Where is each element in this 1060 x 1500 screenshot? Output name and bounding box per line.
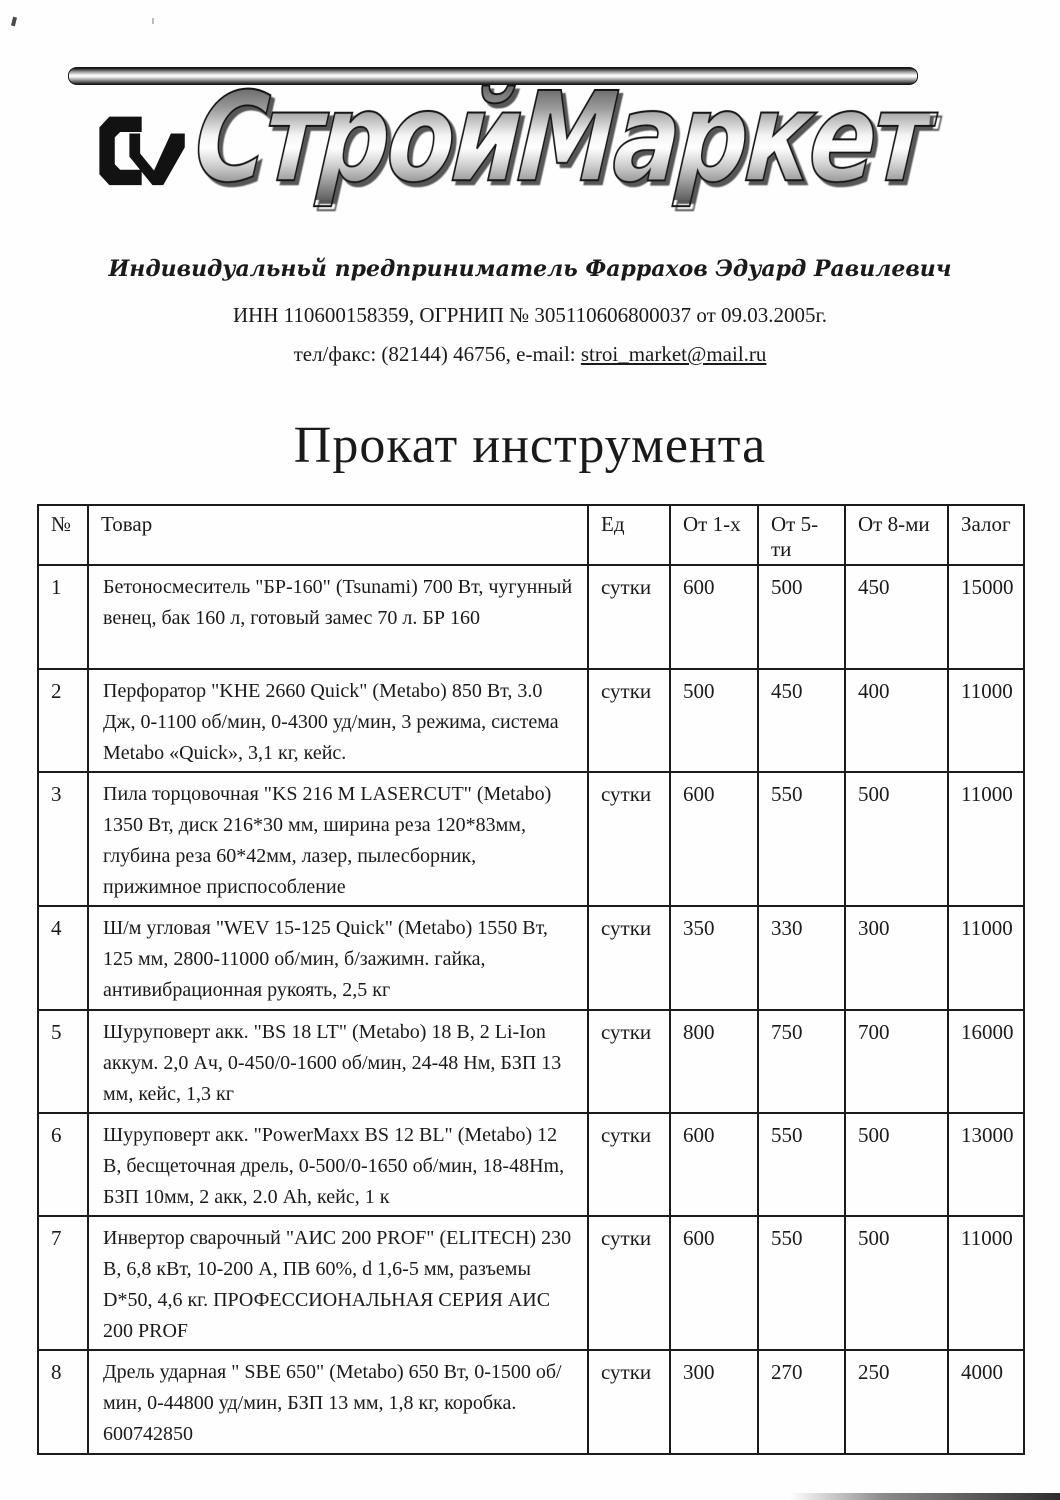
row-number: 2 [38,669,88,772]
inn-ogrnip-line: ИНН 110600158359, ОГРНИП № 305110606800037 от 09.03.2005г. [232,303,828,327]
table-row [38,1350,1024,1454]
column-header-item: Товар [88,505,588,565]
unit-cell: сутки [588,906,670,1010]
table-row [38,1113,1024,1216]
item-description: Дрель ударная " SBE 650" (Metabo) 650 Вт, 0-1500 об/мин, 0-44800 уд/мин, БЗП 13 мм, 1,8 кг, коробка. 600742850 [88,1350,588,1454]
brand-logo [190,66,960,216]
price-from8-cell: 500 [845,772,948,906]
sm-monogram-icon [94,112,194,192]
contact-line [0,342,1060,367]
price-from8-cell: 700 [845,1010,948,1113]
table-row [38,772,1024,906]
row-number: 4 [38,906,88,1010]
price-from5-cell: 330 [758,906,845,1010]
item-description: Перфоратор "KHE 2660 Quick" (Metabo) 850 Вт, 3.0 Дж, 0-1100 об/мин, 0-4300 уд/мин, 3 режима, система Metabo «Quick», 3,1 кг, кейс. [88,669,588,772]
item-description: Шуруповерт акк. "BS 18 LT" (Metabo) 18 В, 2 Li-Ion аккум. 2,0 Ач, 0-450/0-1600 об/мин, 24-48 Нм, БЗП 13 мм, кейс, 1,3 кг [88,1010,588,1113]
item-description: Бетоносмеситель "БР-160" (Tsunami) 700 Вт, чугунный венец, бак 160 л, готовый замес 70 л. БР 160 [88,565,588,669]
item-description: Инвертор сварочный "АИС 200 PROF" (ELITECH) 230 В, 6,8 кВт, 10-200 А, ПВ 60%, d 1,6-5 мм, разъемы D*50, 4,6 кг. ПРОФЕССИОНАЛЬНАЯ СЕРИЯ АИС 200 PROF [88,1216,588,1350]
price-from8-cell: 400 [845,669,948,772]
table-header-row [38,505,1024,565]
price-from1-cell: 600 [670,1113,758,1216]
row-number: 3 [38,772,88,906]
price-from5-cell: 750 [758,1010,845,1113]
deposit-cell: 11000 [948,1216,1024,1350]
price-from1-cell: 500 [670,669,758,772]
unit-cell: сутки [588,669,670,772]
unit-cell: сутки [588,1350,670,1454]
price-from1-cell: 600 [670,772,758,906]
page-title: Прокат инструмента [293,417,767,474]
table-row [38,906,1024,1010]
price-from5-cell: 450 [758,669,845,772]
table-row [38,669,1024,772]
item-description: Ш/м угловая "WEV 15-125 Quick" (Metabo) 1550 Вт, 125 мм, 2800-11000 об/мин, б/зажимн. гайка, антивибрационная рукоять, 2,5 кг [88,906,588,1010]
deposit-cell: 15000 [948,565,1024,669]
table-row [38,565,1024,669]
scan-artifact [11,17,17,27]
row-number: 7 [38,1216,88,1350]
price-from5-cell: 550 [758,1216,845,1350]
table-row [38,1216,1024,1350]
deposit-cell: 11000 [948,906,1024,1010]
scan-edge-shadow [790,1493,1060,1500]
price-from1-cell: 600 [670,565,758,669]
unit-cell: сутки [588,1010,670,1113]
unit-cell: сутки [588,772,670,906]
price-from8-cell: 500 [845,1216,948,1350]
row-number: 5 [38,1010,88,1113]
price-from5-cell: 550 [758,772,845,906]
price-from8-cell: 300 [845,906,948,1010]
column-header-unit: Ед [588,505,670,565]
row-number: 8 [38,1350,88,1454]
unit-cell: сутки [588,565,670,669]
column-header-num: № [38,505,88,565]
entrepreneur-name-line: Индивидуальньй предприниматель Фаррахов Эдуард Равилевич [108,256,952,282]
deposit-cell: 16000 [948,1010,1024,1113]
price-from1-cell: 300 [670,1350,758,1454]
deposit-cell: 11000 [948,772,1024,906]
price-from8-cell: 500 [845,1113,948,1216]
unit-cell: сутки [588,1113,670,1216]
price-from1-cell: 800 [670,1010,758,1113]
price-from1-cell: 600 [670,1216,758,1350]
brand-logo-text: СтройМаркет [190,66,934,210]
row-number: 6 [38,1113,88,1216]
column-header-from8: От 8-ми [845,505,948,565]
column-header-from5: От 5-ти [758,505,845,565]
unit-cell: сутки [588,1216,670,1350]
price-from8-cell: 250 [845,1350,948,1454]
item-description: Пила торцовочная "KS 216 M LASERCUT" (Metabo) 1350 Вт, диск 216*30 мм, ширина реза 120*83мм, глубина реза 60*42мм, лазер, пылесборник, прижимное приспособление [88,772,588,906]
price-from5-cell: 500 [758,565,845,669]
scan-artifact [152,18,154,24]
column-header-deposit: Залог [948,505,1024,565]
email-link[interactable]: stroi_market@mail.ru [580,342,767,366]
price-from8-cell: 450 [845,565,948,669]
price-from5-cell: 270 [758,1350,845,1454]
table-row [38,1010,1024,1113]
column-header-from1: От 1-х [670,505,758,565]
deposit-cell: 4000 [948,1350,1024,1454]
row-number: 1 [38,565,88,669]
price-from1-cell: 350 [670,906,758,1010]
phone-fax-label: тел/факс: (82144) 46756, e-mail: [293,342,581,366]
deposit-cell: 13000 [948,1113,1024,1216]
item-description: Шуруповерт акк. "PowerMaxx BS 12 BL" (Metabo) 12 В, бесщеточная дрель, 0-500/0-1650 об/мин, 18-48Hm, БЗП 10мм, 2 акк, 2.0 Ah, кейс, 1 к [88,1113,588,1216]
deposit-cell: 11000 [948,669,1024,772]
rental-price-table [37,504,1025,1455]
price-from5-cell: 550 [758,1113,845,1216]
